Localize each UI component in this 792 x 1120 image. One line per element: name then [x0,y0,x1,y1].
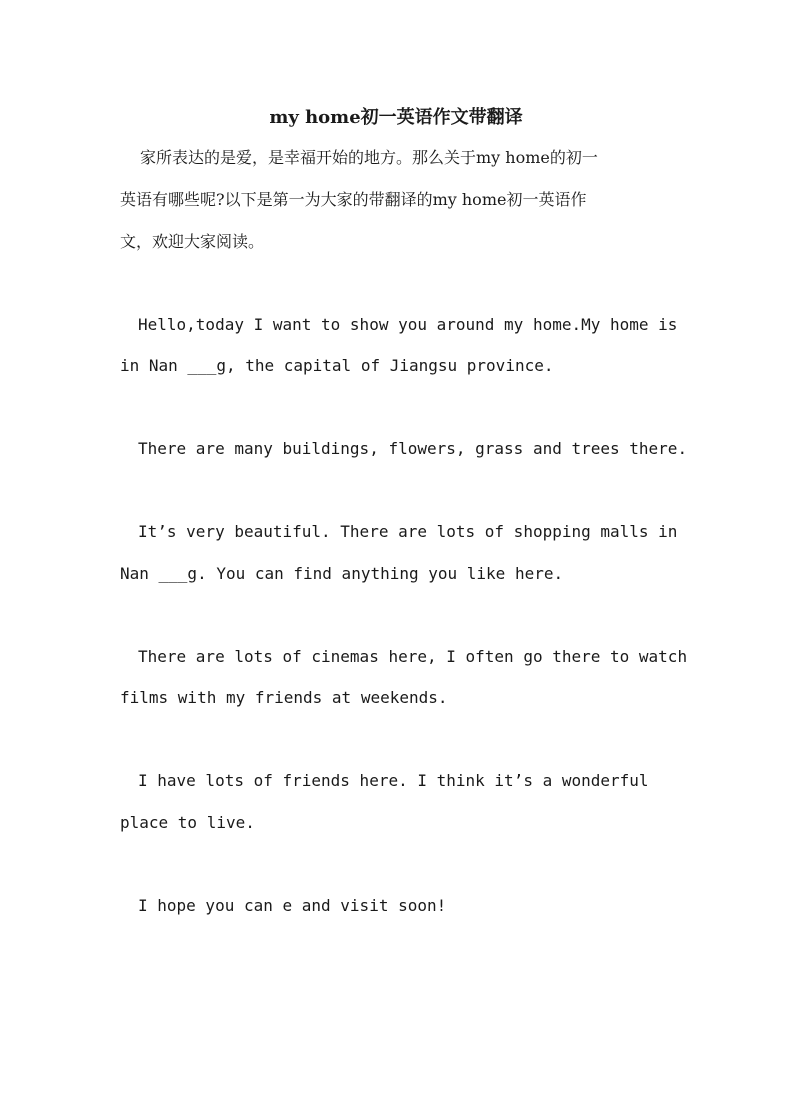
essay-line-6: There are lots of cinemas here, I often go there to watch [138,647,688,666]
document-title: my home初一英语作文带翻译 [269,107,523,128]
intro-line-2: 英语有哪些呢?以下是第一为大家的带翻译的my home初一英语作 [120,190,587,209]
essay-line-5: Nan ___g. You can find anything you like here. [120,564,564,583]
essay-line-10: I hope you can e and visit soon! [138,896,447,915]
essay-line-4: It’s very beautiful. There are lots of shopping malls in [138,522,678,541]
essay-line-8: I have lots of friends here. I think it’s a wonderful [138,771,649,790]
essay-line-9: place to live. [120,813,255,832]
essay-line-7: films with my friends at weekends. [120,688,448,707]
essay-line-1: Hello,today I want to show you around my home.My home is [138,315,678,334]
essay-line-2: in Nan ___g, the capital of Jiangsu province. [120,356,554,375]
essay-line-3: There are many buildings, flowers, grass and trees there. [138,439,688,458]
intro-line-3: 文，欢迎大家阅读。 [120,232,265,251]
intro-line-1: 家所表达的是爱，是幸福开始的地方。那么关于my home的初一 [140,148,598,167]
